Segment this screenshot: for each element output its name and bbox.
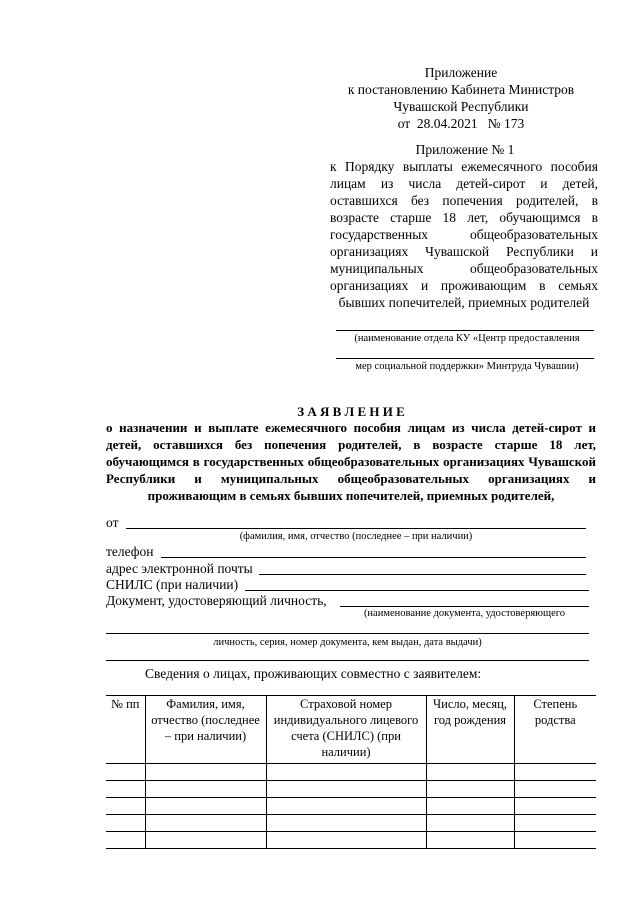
column-header: № пп — [106, 696, 145, 764]
statement-heading: З А Я В Л Е Н И Е — [297, 404, 405, 419]
id-document-label: Документ, удостоверяющий личность, — [106, 593, 327, 608]
recipient-caption: мер социальной поддержки» Минтруда Чувашии) — [355, 361, 579, 372]
table-cell[interactable] — [426, 798, 514, 815]
table-header-row — [106, 696, 596, 764]
table-row — [106, 764, 596, 781]
table-cell[interactable] — [266, 832, 426, 849]
table-cell[interactable] — [145, 798, 266, 815]
column-header: Число, месяц, год рождения — [426, 696, 514, 764]
table-cell[interactable] — [514, 832, 596, 849]
id-document-field-line2[interactable] — [106, 633, 589, 634]
table-cell[interactable] — [106, 764, 145, 781]
table-cell[interactable] — [514, 798, 596, 815]
email-field[interactable] — [259, 574, 586, 575]
table-cell[interactable] — [106, 781, 145, 798]
table-cell[interactable] — [145, 832, 266, 849]
table-cell[interactable] — [145, 781, 266, 798]
table-cell[interactable] — [514, 815, 596, 832]
from-caption: (фамилия, имя, отчество (последнее – при наличии) — [239, 531, 473, 542]
table-cell[interactable] — [266, 764, 426, 781]
from-field[interactable] — [126, 528, 586, 529]
cohabitants-intro: Сведения о лицах, проживающих совместно с заявителем: — [145, 666, 482, 681]
phone-label: телефон — [106, 544, 154, 559]
appendix-one-text: к Порядку выплаты ежемесячного пособия лицам из числа детей-сирот и детей, оставшихся без попечения родителей, в возрасте старше 18 лет, обучающимся в государственных общеобразовательных организациях Чувашской Республики и муниципальных общеобразовательных организациях и проживающим в семьях бывших попечителей, приемных родителей — [330, 159, 598, 310]
table-row — [106, 781, 596, 798]
email-label: адрес электронной почты — [106, 561, 253, 576]
appendix-header — [320, 64, 602, 132]
table-cell[interactable] — [426, 781, 514, 798]
table-cell[interactable] — [426, 764, 514, 781]
recipient-caption: (наименование отдела КУ «Центр предоставления — [354, 333, 580, 344]
snils-label: СНИЛС (при наличии) — [106, 577, 239, 592]
table-cell[interactable] — [514, 781, 596, 798]
cohabitants-table — [106, 695, 596, 849]
appendix-header-line: Чувашской Республики — [393, 99, 529, 114]
table-cell[interactable] — [514, 764, 596, 781]
snils-field[interactable] — [245, 590, 589, 591]
id-document-caption: (наименование документа, удостоверяющего — [363, 608, 566, 619]
table-cell[interactable] — [145, 815, 266, 832]
recipient-line — [336, 330, 594, 331]
column-header: Страховой номер индивидуального лицевого счета (СНИЛС) (при наличии) — [266, 696, 426, 764]
recipient-line — [336, 358, 594, 359]
table-body — [106, 764, 596, 849]
table-cell[interactable] — [145, 764, 266, 781]
table-row — [106, 832, 596, 849]
table-row — [106, 798, 596, 815]
table-cell[interactable] — [106, 798, 145, 815]
table-row — [106, 815, 596, 832]
table-cell[interactable] — [106, 832, 145, 849]
appendix-header-line: к постановлению Кабинета Министров — [347, 82, 575, 97]
table-cell[interactable] — [426, 815, 514, 832]
column-header: Фамилия, имя, отчество (последнее – при наличии) — [145, 696, 266, 764]
table-cell[interactable] — [266, 815, 426, 832]
from-label: от — [106, 515, 119, 530]
appendix-header-date: от 28.04.2021 № 173 — [397, 116, 525, 131]
table-cell[interactable] — [106, 815, 145, 832]
table-cell[interactable] — [426, 832, 514, 849]
appendix-header-line: Приложение — [424, 65, 498, 80]
statement-subtitle: о назначении и выплате ежемесячного пособия лицам из числа детей-сирот и детей, оставшихся без попечения родителей, в возрасте старше 18 лет, обучающимся в государственных общеобразовательных организациях Чувашской Республики и муниципальных общеобразовательных организациях и проживающим в семьях бывших попечителей, приемных родителей, — [106, 420, 596, 503]
table-cell[interactable] — [266, 798, 426, 815]
phone-field[interactable] — [161, 557, 586, 558]
id-document-caption: личность, серия, номер документа, кем выдан, дата выдачи) — [213, 637, 482, 648]
column-header: Степень родства — [514, 696, 596, 764]
appendix-one-title: Приложение № 1 — [415, 142, 515, 157]
id-document-field-line3[interactable] — [106, 660, 589, 661]
table-cell[interactable] — [266, 781, 426, 798]
